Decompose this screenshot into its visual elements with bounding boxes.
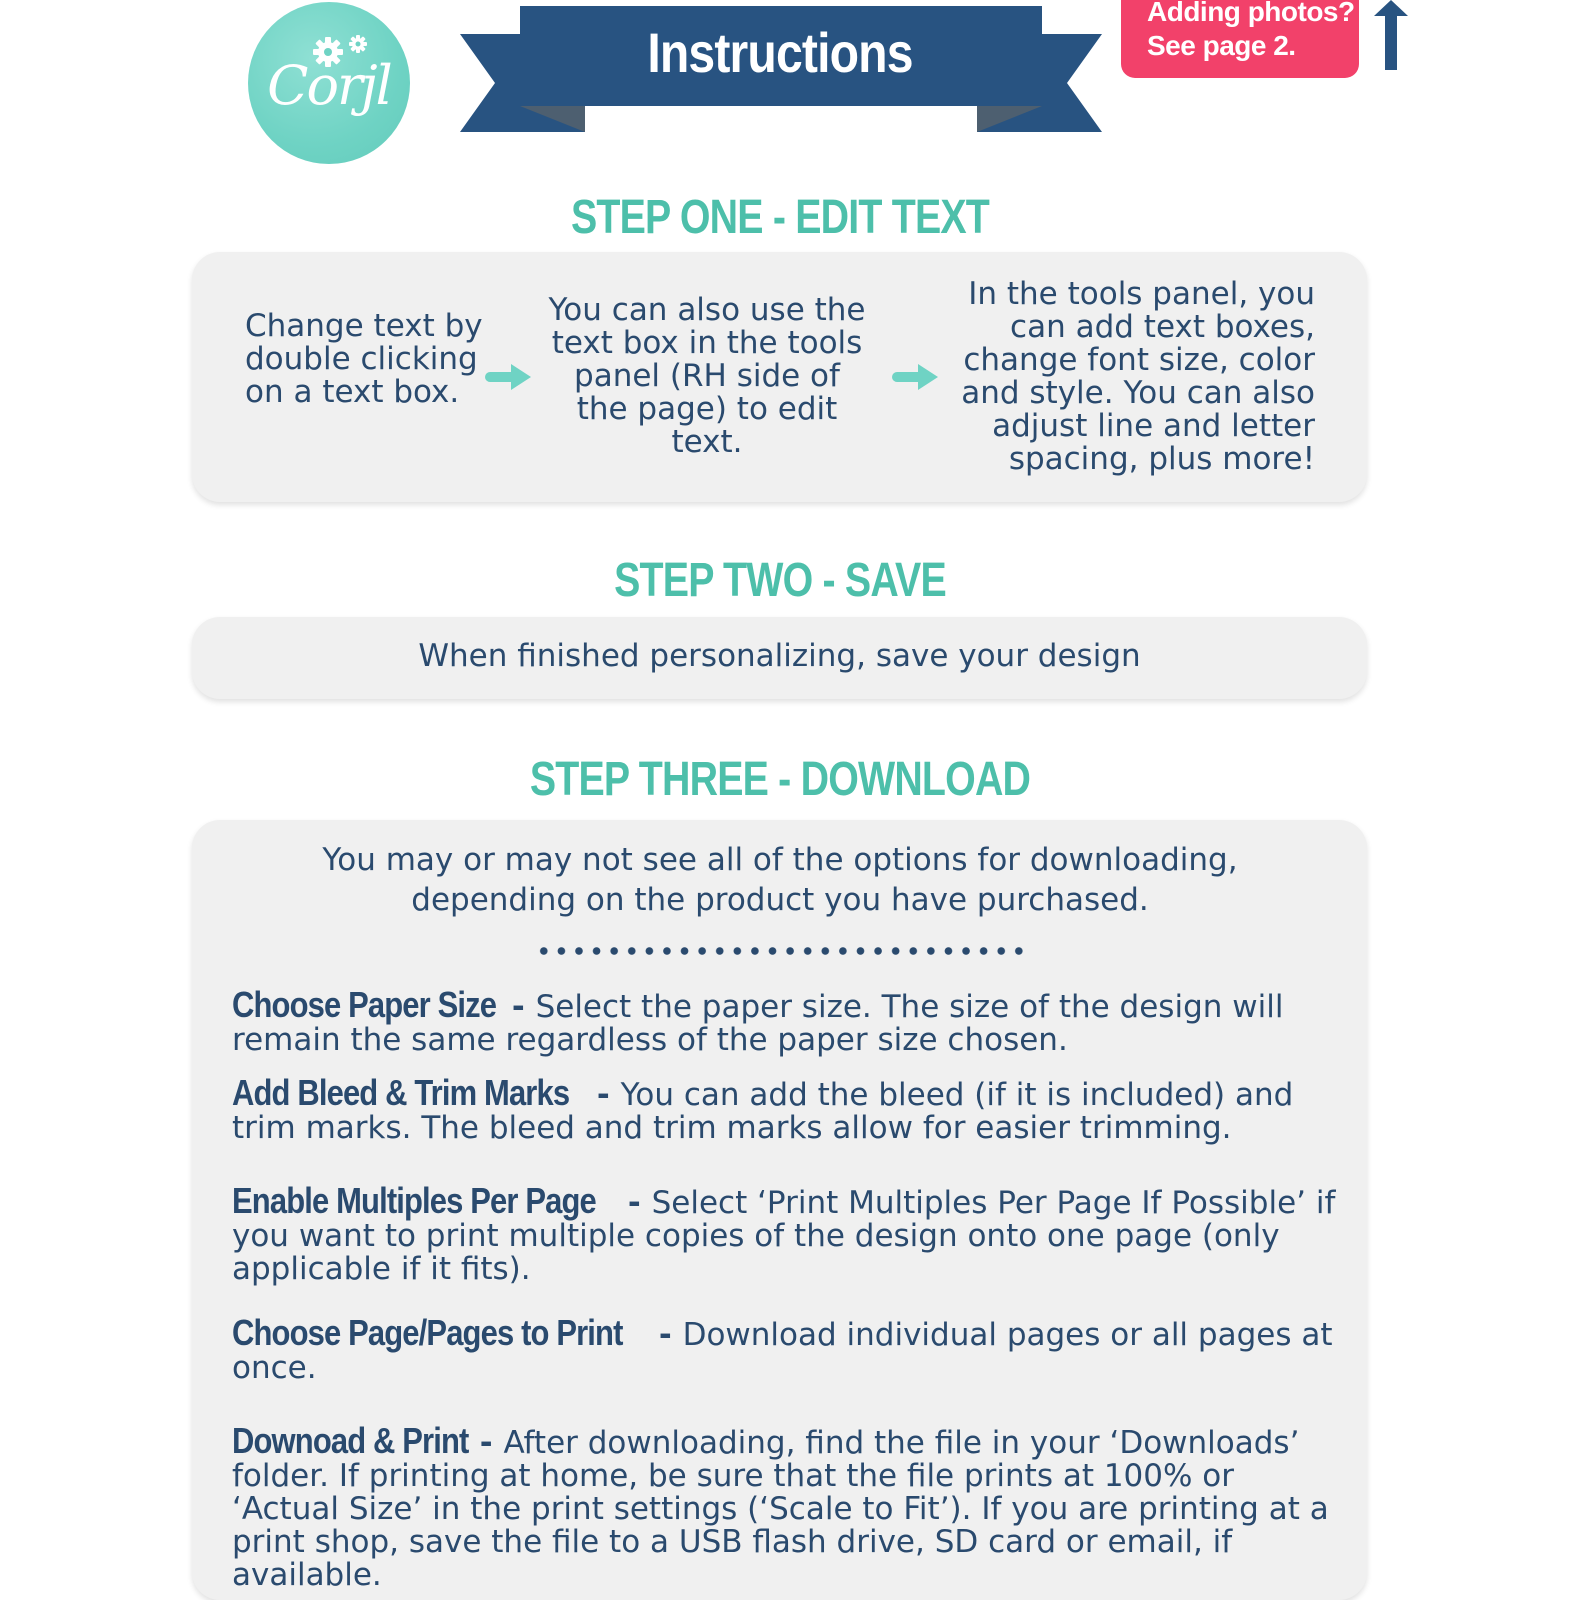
step-one-col1: Change text by double clicking on a text box.	[245, 308, 483, 410]
arrow-right-icon	[483, 364, 533, 390]
option-pages-to-print	[232, 1312, 1342, 1386]
step-one-heading: STEP ONE - EDIT TEXT	[570, 191, 990, 244]
step-three-heading: STEP THREE - DOWNLOAD	[529, 753, 1031, 806]
corjl-logo	[248, 2, 410, 164]
option-text: Download individual pages or all pages at once.	[232, 1317, 1333, 1386]
option-text: Select the paper size. The size of the design will remain the same regardless of the paper size chosen.	[232, 989, 1284, 1058]
instructions-banner	[460, 4, 1102, 132]
option-dash: -	[586, 1077, 621, 1113]
option-dash: -	[501, 989, 536, 1025]
option-title: Choose Paper Size	[232, 984, 497, 1025]
photo-notice-line2: See page 2.	[1147, 30, 1296, 61]
option-text: Select ‘Print Multiples Per Page If Possible’ if you want to print multiple copies of the design onto one page (only applicable if it fits).	[232, 1185, 1336, 1287]
option-title: Enable Multiples Per Page	[232, 1180, 596, 1221]
option-paper-size	[232, 984, 1342, 1058]
option-dash: -	[469, 1425, 504, 1461]
arrow-up-icon	[1374, 0, 1408, 70]
option-title: Add Bleed & Trim Marks	[232, 1072, 570, 1113]
photo-notice	[1121, 0, 1359, 78]
step-three-intro: You may or may not see all of the options for downloading, depending on the product you have purchased.	[322, 842, 1238, 918]
option-multiples	[232, 1180, 1342, 1287]
option-text: After downloading, find the file in your ‘Downloads’ folder. If printing at home, be sure that the file prints at 100% or ‘Actual Size’ in the print settings (‘Scale to Fit’). If you are printing at a print shop, save the file to a USB flash drive, SD card or email, if available.	[232, 1425, 1329, 1593]
banner-title: Instructions	[647, 21, 913, 84]
option-dash: -	[617, 1185, 652, 1221]
dotted-divider	[535, 944, 1025, 958]
step-one-col3: In the tools panel, you can add text boxes, change font size, color and style. You can also adjust line and letter spacing, plus more!	[961, 276, 1315, 477]
logo-text: Corjl	[267, 54, 391, 117]
step-one-col2: You can also use the text box in the tools panel (RH side of the page) to edit text.	[548, 292, 866, 460]
option-text: You can add the bleed (if it is included) and trim marks. The bleed and trim marks allow for easier trimming.	[232, 1077, 1294, 1146]
option-title: Choose Page/Pages to Print	[232, 1312, 623, 1353]
option-download-print	[232, 1420, 1342, 1593]
step-two-text: When finished personalizing, save your design	[418, 638, 1141, 674]
option-bleed-trim	[232, 1072, 1342, 1146]
option-title: Downoad & Print	[232, 1420, 469, 1461]
photo-notice-line1: Adding photos?	[1147, 0, 1355, 27]
option-dash: -	[648, 1317, 683, 1353]
step-two-heading: STEP TWO - SAVE	[614, 554, 946, 607]
